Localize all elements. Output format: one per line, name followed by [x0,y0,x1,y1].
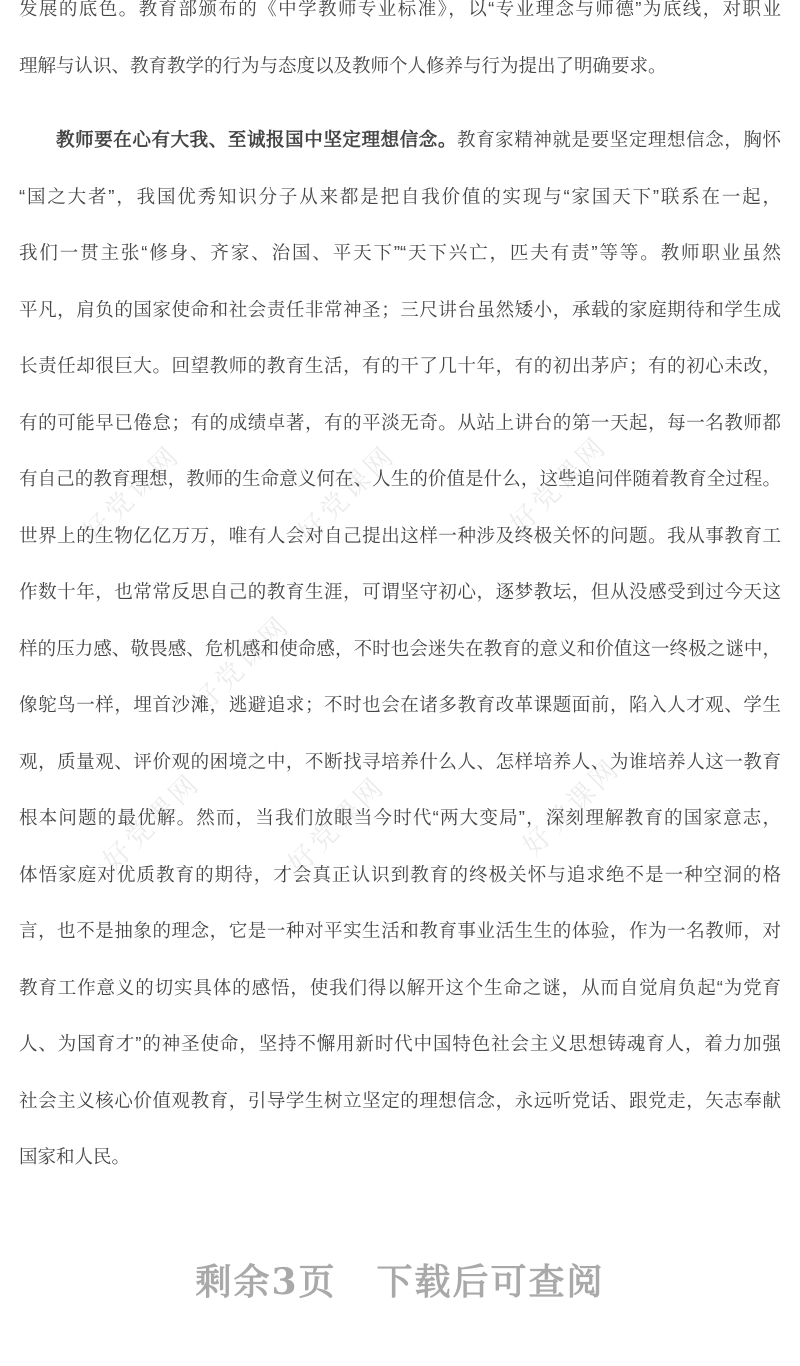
paragraph-continued [19,0,781,94]
paragraph-lead-bold: 教师要在心有大我、至诚报国中坚定理想信念。 [56,129,457,150]
watermark-text: 好党课网 [77,439,187,549]
text-line: 国家和人民。 [19,1146,131,1167]
text-line: 像鸵鸟一样，埋首沙滩，逃避追求；不时也会在诸多教育改革课题面前，陷入人才观、学生 [19,694,781,715]
paragraph-main [19,112,781,1186]
watermark-text: 好党课网 [504,430,614,540]
text-line [19,112,781,169]
text-line: 社会主义核心价值观教育，引导学生树立坚定的理想信念，永远听党话、跟党走，矢志奉献 [19,1089,781,1111]
watermark-text: 好党课网 [97,767,207,877]
text-line: 平凡，肩负的国家使命和社会责任非常神圣；三尺讲台虽然矮小，承载的家庭期待和学生成 [19,298,781,320]
text-line: “国之大者”，我国优秀知识分子从来都是把自我价值的实现与“家国天下”联系在一起， [19,185,781,207]
text-line: 我们一贯主张“修身、齐家、治国、平天下”“天下兴亡，匹夫有责”等等。教师职业虽然 [19,242,781,263]
paragraph-lines [19,169,781,1186]
pages-remaining-label: 剩余3页 [195,1261,337,1303]
text-line: 人、为国育才”的神圣使命，坚持不懈用新时代中国特色社会主义思想铸魂育人，着力加强 [19,1033,781,1054]
text-line: 教育工作意义的切实具体的感悟，使我们得以解开这个生命之谜，从而自觉肩负起“为党育 [19,976,781,998]
text-line: 世界上的生物亿亿万万，唯有人会对自己提出这样一种涉及终极关怀的问题。我从事教育工 [19,524,781,546]
text-line: 样的压力感、敬畏感、危机感和使命感，不时也会迷失在教育的意义和价值这一终极之谜中， [19,637,781,659]
text-line: 根本问题的最优解。然而，当我们放眼当今时代“两大变局”，深刻理解教育的国家意志， [19,807,781,828]
text-line: 理解与认识、教育教学的行为与态度以及教师个人修养与行为提出了明确要求。 [19,54,667,76]
text-line: 发展的底色。教育部颁布的《中学教师专业标准》，以“专业理念与师德”为底线，对职业 [19,0,781,19]
text-line: 体悟家庭对优质教育的期待，才会真正认识到教育的终极关怀与追求绝不是一种空洞的格 [19,863,781,885]
paragraph-lead-rest: 教育家精神就是要坚定理想信念，胸怀 [456,129,781,150]
download-notice [0,1256,800,1308]
watermark-text: 好党课网 [187,609,297,719]
download-hint-label: 下载后可查阅 [376,1261,605,1303]
text-line: 观，质量观、评价观的困境之中，不断找寻培养什么人、怎样培养人、为谁培养人这一教育 [19,750,781,772]
watermark-text: 好党课网 [292,439,402,549]
text-line: 有自己的教育理想，教师的生命意义何在、人生的价值是什么，这些追问伴随着教育全过程。 [19,468,781,489]
text-line: 有的可能早已倦怠；有的成绩卓著，有的平淡无奇。从站上讲台的第一天起，每一名教师都 [19,411,781,433]
text-line: 作数十年，也常常反思自己的教育生涯，可谓坚守初心，逐梦教坛，但从没感受到过今天这 [19,581,781,602]
watermark-text: 好党课网 [517,752,627,862]
document-body [19,0,781,1186]
text-line: 长责任却很巨大。回望教师的教育生活，有的干了几十年，有的初出茅庐；有的初心未改， [19,355,781,376]
watermark-text: 好党课网 [282,770,392,880]
text-line: 言，也不是抽象的理念，它是一种对平实生活和教育事业活生生的体验，作为一名教师，对 [19,920,781,941]
